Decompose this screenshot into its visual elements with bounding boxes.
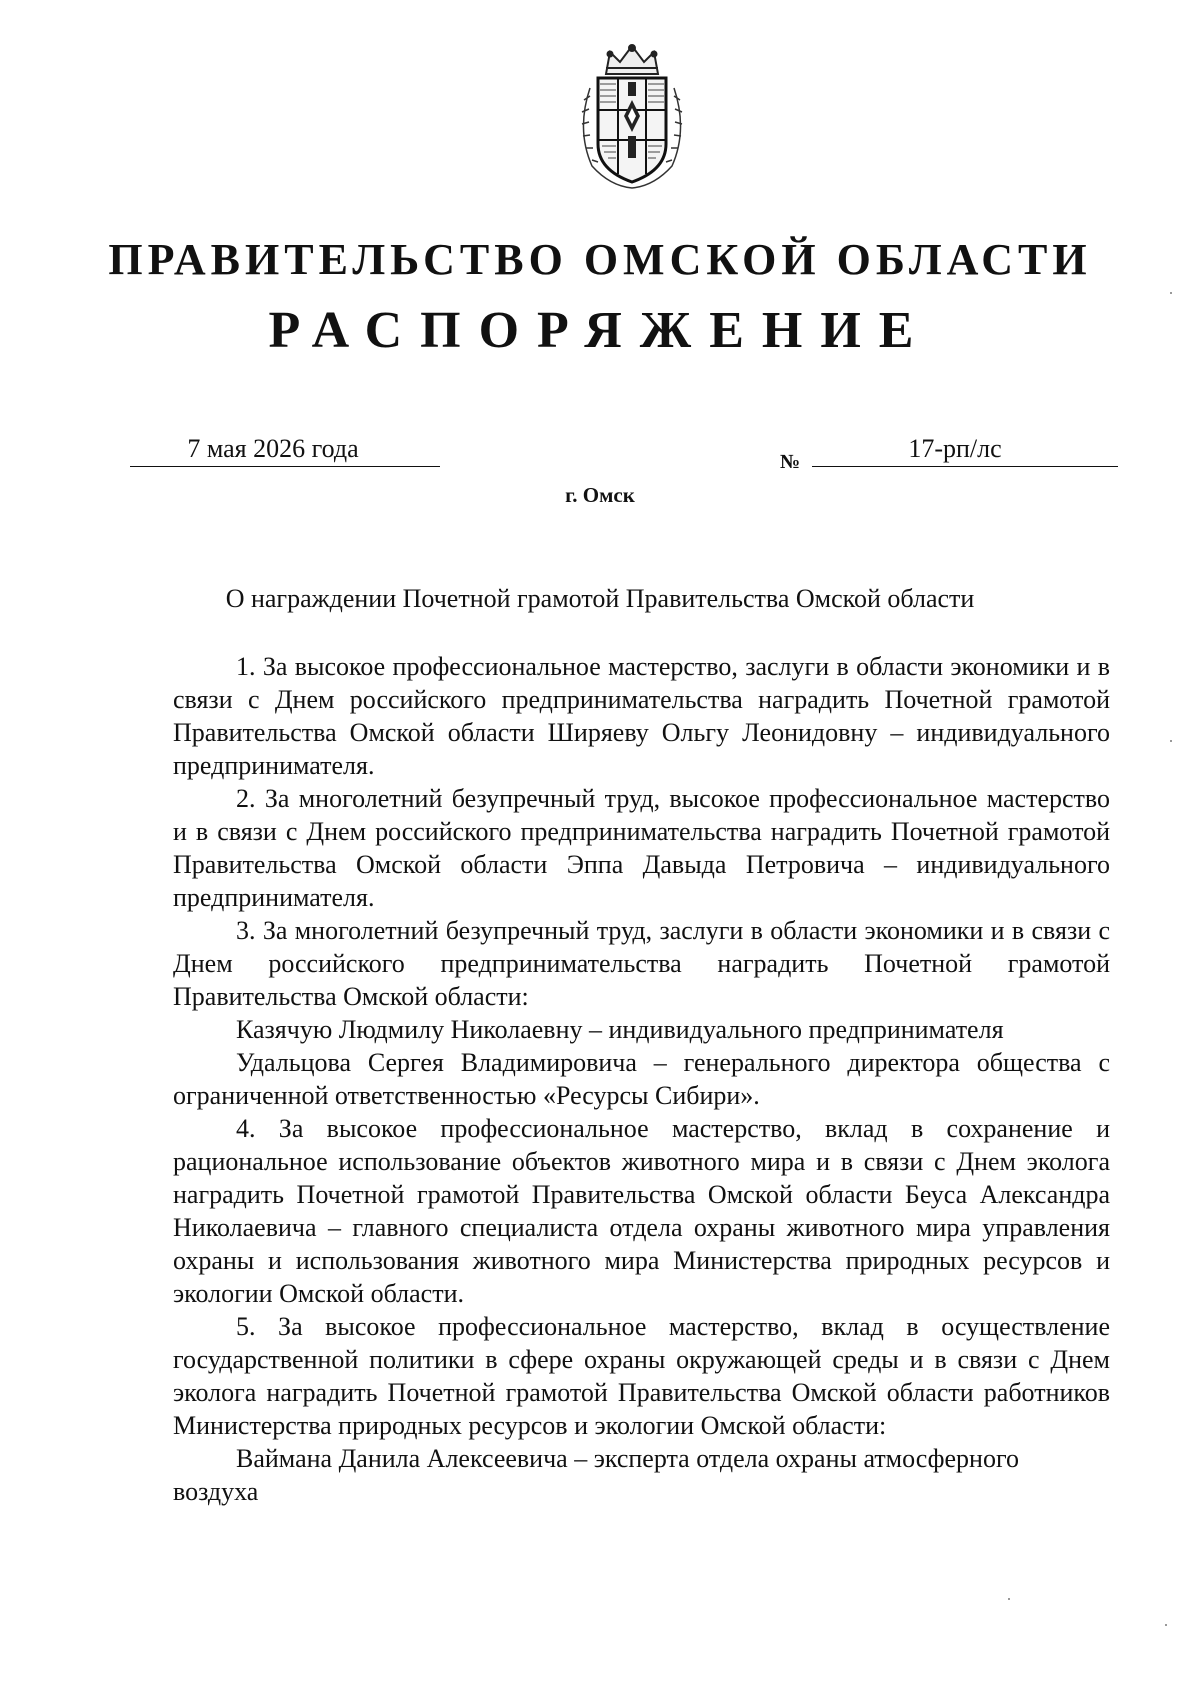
paragraph-4: 4. За высокое профессиональное мастерство, вклад в сохранение и рациональное использование объектов животного мира и в связи с Днем эколога наградить Почетной грамотой Правительства Омской области Беуса Александра Николаевича – главного специалиста отдела охраны животного мира управления охраны и использования животного мира Министерства природных ресурсов и экологии Омской области. [173, 1114, 1110, 1308]
city-label: г. Омск [565, 483, 635, 507]
document-body [173, 650, 1110, 1508]
document-number-field [812, 432, 1118, 467]
scan-speck [1008, 1598, 1010, 1600]
paragraph-1: 1. За высокое профессиональное мастерство, заслуги в области экономики и в связи с Днем российского предпринимательства наградить Почетной грамотой Правительства Омской области Ширяеву Ольгу Леонидовну – индивидуального предпринимателя. [173, 652, 1110, 780]
document-date: 7 мая 2026 года [187, 434, 359, 463]
document-subject: О награждении Почетной грамотой Правительства Омской области [225, 584, 975, 613]
paragraph-2: 2. За многолетний безупречный труд, высокое профессиональное мастерство и в связи с Днем российского предпринимательства наградить Почетной грамотой Правительства Омской области Эппа Давыда Петровича – индивидуального предпринимателя. [173, 784, 1110, 912]
paragraph-3: 3. За многолетний безупречный труд, заслуги в области экономики и в связи с Днем российского предпринимательства наградить Почетной грамотой Правительства Омской области: [173, 916, 1110, 1011]
document-date-field [130, 432, 440, 467]
government-title: ПРАВИТЕЛЬСТВО ОМСКОЙ ОБЛАСТИ [108, 235, 1092, 284]
paragraph-3-awardee-1: Казячую Людмилу Николаевну – индивидуального предпринимателя [236, 1015, 1004, 1044]
paragraph-5-awardee-1: Ваймана Данила Алексеевича – эксперта отдела охраны атмосферного воздуха [173, 1444, 1019, 1506]
scan-speck [1165, 1624, 1167, 1626]
scan-speck [1170, 740, 1172, 742]
paragraph-5: 5. За высокое профессиональное мастерство, вклад в осуществление государственной политики в сфере охраны окружающей среды и в связи с Днем эколога наградить Почетной грамотой Правительства Омской области работников Министерства природных ресурсов и экологии Омской области: [173, 1312, 1110, 1440]
document-type-title: РАСПОРЯЖЕНИЕ [268, 302, 932, 359]
document-number: 17-рп/лс [908, 434, 1002, 463]
omsk-region-coat-of-arms-icon [570, 40, 694, 190]
scan-speck [1170, 292, 1172, 294]
number-sign: № [780, 451, 801, 473]
paragraph-3-awardee-2: Удальцова Сергея Владимировича – генерального директора общества с ограниченной ответственностью «Ресурсы Сибири». [173, 1048, 1110, 1110]
